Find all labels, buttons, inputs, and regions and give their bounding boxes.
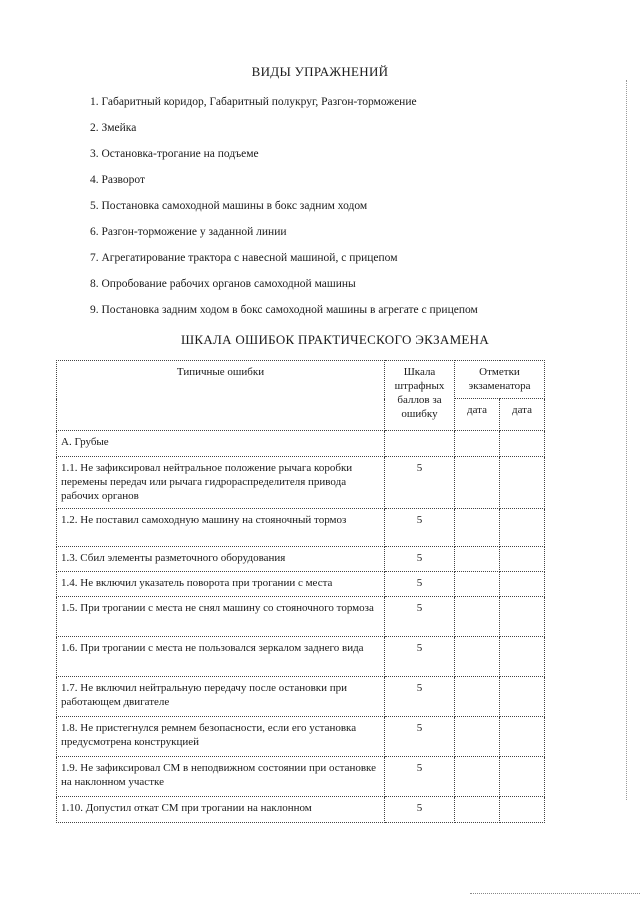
penalty-value: 5 xyxy=(385,457,455,509)
table-row xyxy=(57,547,545,572)
exercises-list xyxy=(90,94,610,328)
mark-cell xyxy=(500,457,545,509)
list-item: 9. Постановка задним ходом в бокс самоходной машины в агрегате с прицепом xyxy=(90,304,478,316)
penalty-value: 5 xyxy=(385,757,455,797)
list-item: 4. Разворот xyxy=(90,174,146,186)
table-row xyxy=(57,457,545,509)
list-item: 6. Разгон-торможение у заданной линии xyxy=(90,226,287,238)
mark-cell xyxy=(500,797,545,823)
table-row xyxy=(57,597,545,637)
list-item: 8. Опробование рабочих органов самоходной машины xyxy=(90,278,356,290)
penalty-value: 5 xyxy=(385,637,455,677)
mark-cell xyxy=(500,431,545,457)
mark-cell xyxy=(500,547,545,572)
penalty-value: 5 xyxy=(385,717,455,757)
error-text: 1.6. При трогании с места не пользовался зеркалом заднего вида xyxy=(57,637,385,677)
exercises-title: ВИДЫ УПРАЖНЕНИЙ xyxy=(251,64,389,79)
column-header-marks: Отметки экзаменатора xyxy=(455,361,545,399)
list-item: 1. Габаритный коридор, Габаритный полукруг, Разгон-торможение xyxy=(90,96,417,108)
section-row xyxy=(57,431,545,457)
mark-cell xyxy=(500,677,545,717)
error-text: 1.2. Не поставил самоходную машину на стояночный тормоз xyxy=(57,509,385,547)
list-item: 3. Остановка-трогание на подъеме xyxy=(90,148,259,160)
error-text: 1.7. Не включил нейтральную передачу после остановки при работающем двигателе xyxy=(57,677,385,717)
error-text: 1.3. Сбил элементы разметочного оборудования xyxy=(57,547,385,572)
table-row xyxy=(57,797,545,823)
column-header-date-1: дата xyxy=(455,399,500,431)
error-text: 1.4. Не включил указатель поворота при трогании с места xyxy=(57,572,385,597)
error-text: 1.9. Не зафиксировал СМ в неподвижном состоянии при остановке на наклонном участке xyxy=(57,757,385,797)
mark-cell xyxy=(455,757,500,797)
error-scale-title: ШКАЛА ОШИБОК ПРАКТИЧЕСКОГО ЭКЗАМЕНА xyxy=(180,332,490,347)
penalty-value: 5 xyxy=(385,797,455,823)
table-row xyxy=(57,509,545,547)
list-item: 5. Постановка самоходной машины в бокс задним ходом xyxy=(90,200,368,212)
mark-cell xyxy=(455,547,500,572)
mark-cell xyxy=(455,677,500,717)
mark-cell xyxy=(500,597,545,637)
mark-cell xyxy=(455,597,500,637)
table-row xyxy=(57,637,545,677)
mark-cell xyxy=(455,637,500,677)
column-header-errors: Типичные ошибки xyxy=(57,361,385,431)
mark-cell xyxy=(455,457,500,509)
mark-cell xyxy=(500,717,545,757)
error-text: 1.1. Не зафиксировал нейтральное положение рычага коробки перемены передач или рычага гидрораспределителя привода рабочих органов xyxy=(57,457,385,509)
penalty-value: 5 xyxy=(385,547,455,572)
table-row xyxy=(57,757,545,797)
table-row xyxy=(57,717,545,757)
scan-edge-line xyxy=(470,893,640,895)
section-label: А. Грубые xyxy=(57,431,385,457)
penalty-value: 5 xyxy=(385,509,455,547)
mark-cell xyxy=(500,757,545,797)
error-scale-table xyxy=(56,360,545,823)
error-text: 1.8. Не пристегнулся ремнем безопасности, если его установка предусмотрена конструкцией xyxy=(57,717,385,757)
scan-edge-line xyxy=(626,80,628,800)
empty-cell xyxy=(385,431,455,457)
mark-cell xyxy=(500,637,545,677)
table-row xyxy=(57,677,545,717)
column-header-penalty: Шкала штрафных баллов за ошибку xyxy=(385,361,455,431)
mark-cell xyxy=(500,509,545,547)
mark-cell xyxy=(455,717,500,757)
list-item: 7. Агрегатирование трактора с навесной машиной, с прицепом xyxy=(90,252,398,264)
mark-cell xyxy=(455,431,500,457)
penalty-value: 5 xyxy=(385,572,455,597)
error-text: 1.10. Допустил откат СМ при трогании на наклонном xyxy=(57,797,385,823)
penalty-value: 5 xyxy=(385,677,455,717)
mark-cell xyxy=(455,797,500,823)
table-row xyxy=(57,572,545,597)
mark-cell xyxy=(455,572,500,597)
penalty-value: 5 xyxy=(385,597,455,637)
list-item: 2. Змейка xyxy=(90,122,137,134)
column-header-date-2: дата xyxy=(500,399,545,431)
error-text: 1.5. При трогании с места не снял машину со стояночного тормоза xyxy=(57,597,385,637)
mark-cell xyxy=(500,572,545,597)
mark-cell xyxy=(455,509,500,547)
